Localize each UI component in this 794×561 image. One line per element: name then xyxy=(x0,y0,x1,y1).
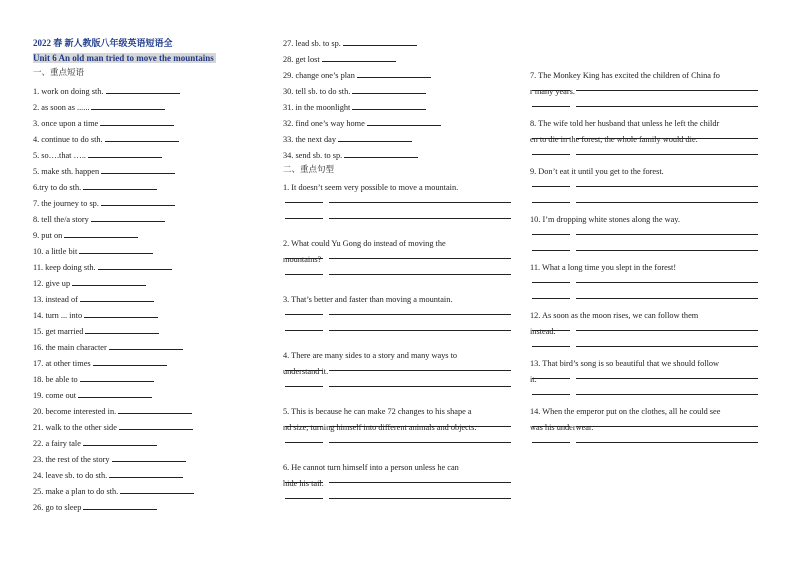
phrase-item xyxy=(33,453,186,465)
sentence-text: instead. xyxy=(530,327,556,336)
sentence-text: 11. What a long time you slept in the forest! xyxy=(530,263,677,272)
phrase-text: 10. a little bit xyxy=(33,247,78,256)
phrase-item xyxy=(33,501,157,513)
answer-blank[interactable] xyxy=(64,229,138,238)
sentence-text: 8. The wife told her husband that unless he left the childr xyxy=(530,119,720,128)
phrase-item xyxy=(33,245,153,257)
phrase-item xyxy=(283,85,426,97)
sentence-text: mountains? xyxy=(283,255,322,264)
phrase-text: 13. instead of xyxy=(33,295,78,304)
phrase-text: 16. the main character xyxy=(33,343,107,352)
answer-blank[interactable] xyxy=(367,117,441,126)
sentence-text: en to die in the forest, the whole family would die. xyxy=(530,135,698,144)
phrase-text: 18. be able to xyxy=(33,375,78,384)
phrase-item xyxy=(33,261,172,273)
phrase-text: 7. the journey to sp. xyxy=(33,199,99,208)
answer-blank[interactable] xyxy=(98,261,172,270)
answer-blank[interactable] xyxy=(83,501,157,510)
phrase-item xyxy=(283,101,426,113)
answer-blank[interactable] xyxy=(352,85,426,94)
phrase-item xyxy=(33,357,167,369)
phrase-item xyxy=(33,213,165,225)
phrase-item xyxy=(33,421,193,433)
phrase-item xyxy=(33,437,157,449)
phrase-text: 5. so….that ….. xyxy=(33,151,87,160)
phrase-text: 34. send sb. to sp. xyxy=(283,151,343,160)
phrase-text: 8. tell the/a story xyxy=(33,215,89,224)
answer-blank[interactable] xyxy=(120,485,194,494)
sentence-text: 6. He cannot turn himself into a person unless he can xyxy=(283,463,459,472)
answer-blank[interactable] xyxy=(109,341,183,350)
phrase-text: 28. get lost xyxy=(283,55,320,64)
sentence-text: was his underwear. xyxy=(530,423,594,432)
answer-blank[interactable] xyxy=(344,149,418,158)
phrase-item xyxy=(33,485,194,497)
phrase-text: 21. walk to the other side xyxy=(33,423,117,432)
answer-blank[interactable] xyxy=(83,181,157,190)
answer-blank[interactable] xyxy=(357,69,431,78)
answer-blank[interactable] xyxy=(88,149,162,158)
answer-blank[interactable] xyxy=(106,85,180,94)
phrase-text: 14. turn ... into xyxy=(33,311,83,320)
phrase-text: 32. find one’s way home xyxy=(283,119,365,128)
phrase-item xyxy=(33,309,158,321)
phrase-item xyxy=(33,181,157,193)
phrase-text: 24. leave sb. to do sth. xyxy=(33,471,108,480)
sentence-text: 7. The Monkey King has excited the children of China fo xyxy=(530,71,720,80)
answer-blank[interactable] xyxy=(109,469,183,478)
phrase-item xyxy=(33,197,175,209)
phrase-text: 30. tell sb. to do sth. xyxy=(283,87,351,96)
phrase-item xyxy=(33,165,175,177)
section-heading-sentences: 二、重点句型 xyxy=(283,164,335,174)
phrase-item xyxy=(33,405,192,417)
answer-blank[interactable] xyxy=(78,389,152,398)
answer-blank[interactable] xyxy=(101,197,175,206)
answer-blank[interactable] xyxy=(85,325,159,334)
phrase-item xyxy=(33,85,180,97)
answer-blank[interactable] xyxy=(101,165,175,174)
sentence-text: 14. When the emperor put on the clothes, all he could see xyxy=(530,407,721,416)
phrase-item xyxy=(33,325,159,337)
phrase-item xyxy=(33,133,179,145)
answer-blank[interactable] xyxy=(79,245,153,254)
phrase-text: 11. keep doing sth. xyxy=(33,263,96,272)
phrase-item xyxy=(33,389,152,401)
phrase-text: 9. put on xyxy=(33,231,63,240)
sentence-text: understand it. xyxy=(283,367,329,376)
answer-blank[interactable] xyxy=(338,133,412,142)
answer-blank[interactable] xyxy=(93,357,167,366)
section-heading-phrases: 一、重点短语 xyxy=(33,67,85,77)
phrase-item xyxy=(283,149,418,161)
sentence-text: 9. Don’t eat it until you get to the forest. xyxy=(530,167,664,176)
answer-blank[interactable] xyxy=(352,101,426,110)
phrase-text: 25. make a plan to do sth. xyxy=(33,487,119,496)
sentence-text: hide his tail. xyxy=(283,479,324,488)
phrase-text: 20. become interested in. xyxy=(33,407,117,416)
sentence-text: 10. I’m dropping white stones along the way. xyxy=(530,215,680,224)
answer-blank[interactable] xyxy=(72,277,146,286)
sentence-text: 12. As soon as the moon rises, we can follow them xyxy=(530,311,699,320)
phrase-item xyxy=(33,373,154,385)
phrase-item xyxy=(33,277,146,289)
phrase-text: 27. lead sb. to sp. xyxy=(283,39,341,48)
answer-blank[interactable] xyxy=(100,117,174,126)
phrase-item xyxy=(33,101,165,113)
phrase-item xyxy=(283,53,396,65)
answer-blank[interactable] xyxy=(80,373,154,382)
sentence-text: it. xyxy=(530,375,537,384)
phrase-text: 15. get married xyxy=(33,327,84,336)
phrase-text: 3. once upon a time xyxy=(33,119,99,128)
sentence-text: 5. This is because he can make 72 changes to his shape a xyxy=(283,407,472,416)
sentence-text: 2. What could Yu Gong do instead of moving the xyxy=(283,239,446,248)
answer-blank[interactable] xyxy=(105,133,179,142)
phrase-text: 22. a fairy tale xyxy=(33,439,81,448)
phrase-text: 33. the next day xyxy=(283,135,336,144)
phrase-text: 12. give up xyxy=(33,279,71,288)
phrase-item xyxy=(283,37,417,49)
phrase-item xyxy=(283,117,441,129)
phrase-text: 26. go to sleep xyxy=(33,503,82,512)
phrase-item xyxy=(33,293,154,305)
answer-blank[interactable] xyxy=(322,53,396,62)
sentence-text: nd size, turning himself into different animals and objects. xyxy=(283,423,477,432)
answer-blank[interactable] xyxy=(343,37,417,46)
document-title: 2022 春 新人教版八年级英语短语全 xyxy=(33,38,173,48)
answer-blank[interactable] xyxy=(91,213,165,222)
sentence-text: 13. That bird’s song is so beautiful that we should follow xyxy=(530,359,720,368)
phrase-text: 29. change one’s plan xyxy=(283,71,355,80)
phrase-item xyxy=(33,149,162,161)
answer-blank[interactable] xyxy=(118,405,192,414)
sentence-text: 3. That’s better and faster than moving a mountain. xyxy=(283,295,453,304)
phrase-text: 5. make sth. happen xyxy=(33,167,100,176)
answer-blank[interactable] xyxy=(91,101,165,110)
answer-blank[interactable] xyxy=(119,421,193,430)
sentence-text: 4. There are many sides to a story and many ways to xyxy=(283,351,458,360)
answer-blank[interactable] xyxy=(84,309,158,318)
phrase-text: 4. continue to do sth. xyxy=(33,135,103,144)
phrase-item xyxy=(283,133,412,145)
phrase-item xyxy=(33,341,183,353)
phrase-text: 17. at other times xyxy=(33,359,91,368)
phrase-item xyxy=(33,469,183,481)
phrase-text: 1. work on doing sth. xyxy=(33,87,104,96)
phrase-text: 19. come out xyxy=(33,391,77,400)
sentence-text: 1. It doesn’t seem very possible to move a mountain. xyxy=(283,183,459,192)
unit-heading: Unit 6 An old man tried to move the mountains xyxy=(33,53,214,63)
phrase-text: 6.try to do sth. xyxy=(33,183,82,192)
phrase-text: 23. the rest of the story xyxy=(33,455,110,464)
answer-blank[interactable] xyxy=(83,437,157,446)
phrase-text: 31. in the moonlight xyxy=(283,103,351,112)
phrase-item xyxy=(33,229,138,241)
phrase-item xyxy=(283,69,431,81)
sentence-text: r many years. xyxy=(530,87,575,96)
phrase-text: 2. as soon as ...... xyxy=(33,103,90,112)
answer-blank[interactable] xyxy=(80,293,154,302)
answer-blank[interactable] xyxy=(112,453,186,462)
phrase-item xyxy=(33,117,174,129)
